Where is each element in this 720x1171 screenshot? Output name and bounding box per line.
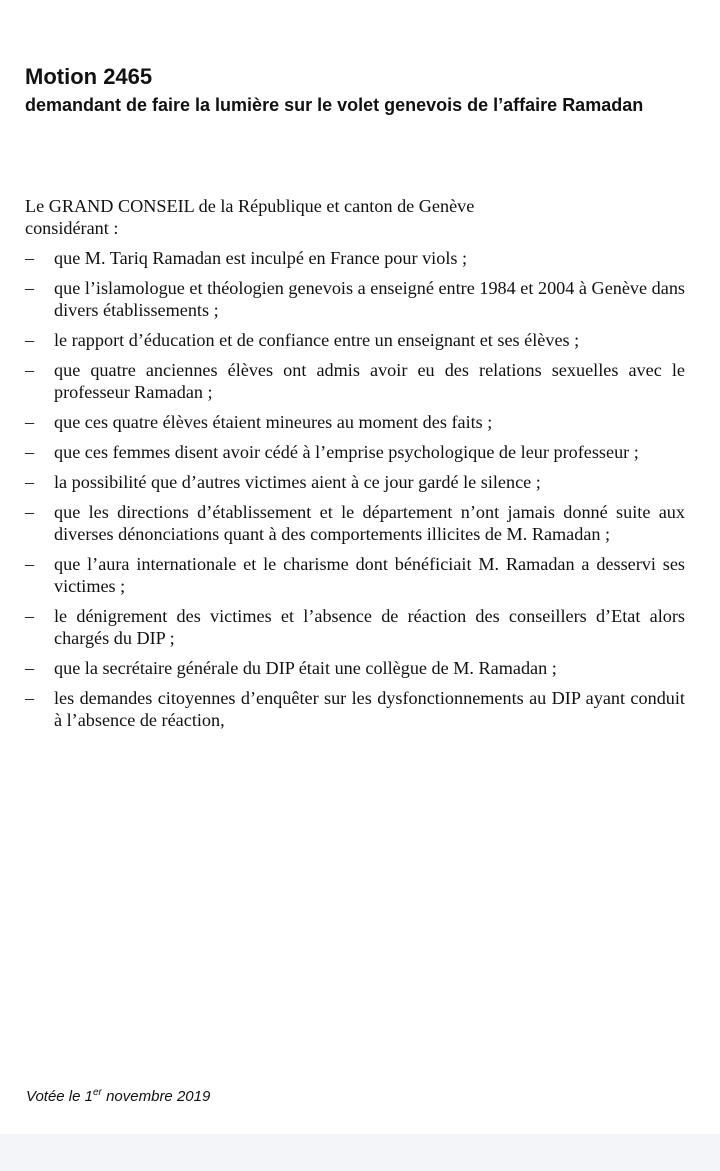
dash-bullet: – [25,360,35,380]
list-item-text: que l’islamologue et théologien genevois a enseigné entre 1984 et 2004 à Genève dans divers établissements ; [54,278,685,320]
list-item [25,441,685,463]
dash-bullet: – [25,688,35,708]
list-item-text: le rapport d’éducation et de confiance entre un enseignant et ses élèves ; [54,330,580,350]
list-item [25,277,685,321]
dash-bullet: – [25,554,35,574]
motion-number: Motion 2465 [25,64,153,89]
list-item [25,657,685,679]
dash-bullet: – [25,278,35,298]
title-block [25,64,690,116]
dash-bullet: – [25,330,35,350]
list-item [25,411,685,433]
dash-bullet: – [25,472,35,492]
dash-bullet: – [25,658,35,678]
list-item [25,359,685,403]
intro-line-considerant: considérant : [25,218,119,238]
list-item-text: que quatre anciennes élèves ont admis avoir eu des relations sexuelles avec le professeur Ramadan ; [54,360,685,402]
list-item-text: que l’aura internationale et le charisme dont bénéficiait M. Ramadan a desservi ses victimes ; [54,554,685,596]
list-item-text: que ces quatre élèves étaient mineures au moment des faits ; [54,412,493,432]
considerants-list [25,247,685,731]
list-item-text: que ces femmes disent avoir cédé à l’emprise psychologique de leur professeur ; [54,442,639,462]
motion-subtitle: demandant de faire la lumière sur le volet genevois de l’affaire Ramadan [25,95,644,115]
dash-bullet: – [25,412,35,432]
list-item-text: que M. Tariq Ramadan est inculpé en France pour viols ; [54,248,468,268]
dash-bullet: – [25,248,35,268]
intro-paragraph [25,195,685,239]
list-item [25,329,685,351]
list-item [25,605,685,649]
list-item-text: que les directions d’établissement et le département n’ont jamais donné suite aux diverses dénonciations quant à des comportements illicites de M. Ramadan ; [54,502,685,544]
intro-line-grand-conseil: Le GRAND CONSEIL de la République et canton de Genève [25,196,475,216]
motion-body [25,195,685,739]
list-item-text: que la secrétaire générale du DIP était une collègue de M. Ramadan ; [54,658,557,678]
list-item [25,553,685,597]
list-item-text: les demandes citoyennes d’enquêter sur les dysfonctionnements au DIP ayant conduit à l’absence de réaction, [54,688,685,730]
dash-bullet: – [25,502,35,522]
vote-date-prefix: Votée le 1 [26,1088,93,1105]
dash-bullet: – [25,606,35,626]
bottom-bar [0,1134,720,1171]
list-item [25,247,685,269]
list-item [25,687,685,731]
list-item-text: la possibilité que d’autres victimes aient à ce jour gardé le silence ; [54,472,541,492]
vote-date-ordinal: er [93,1087,102,1098]
vote-date [26,1087,210,1107]
list-item [25,501,685,545]
dash-bullet: – [25,442,35,462]
vote-date-suffix: novembre 2019 [101,1088,211,1105]
list-item-text: le dénigrement des victimes et l’absence de réaction des conseillers d’Etat alors chargés du DIP ; [54,606,685,648]
list-item [25,471,685,493]
